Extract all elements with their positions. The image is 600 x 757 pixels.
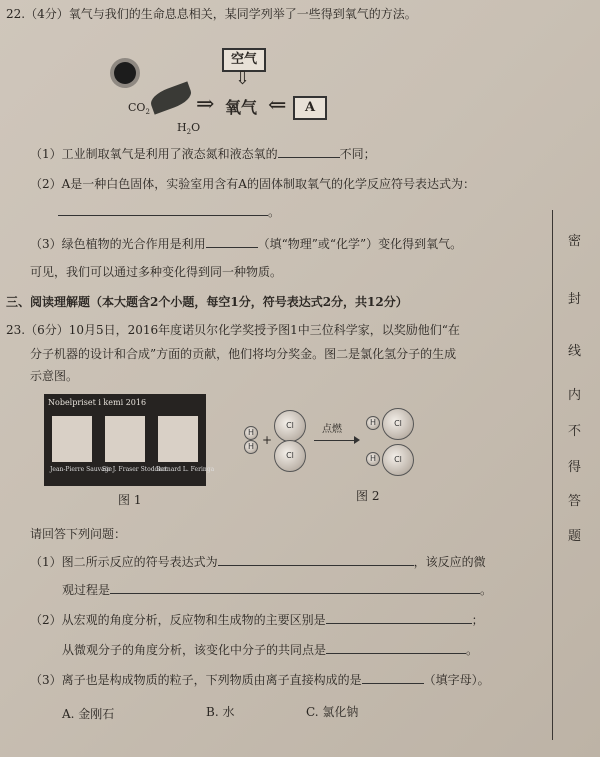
co2-label: $CO_2$ [128, 101, 150, 117]
down-arrow-icon: ⇩ [235, 68, 251, 89]
cl-atom: Cl [274, 410, 306, 442]
sun-icon [114, 62, 136, 84]
q23-part1: （1）图二所示反应的符号表达式为 ，该反应的微 [30, 555, 486, 569]
q23-line3: 示意图。 [30, 369, 79, 383]
q22-part2: （2）A是一种白色固体，实验室用含有A的固体制取氧气的化学反应符号表达式为： [30, 177, 475, 191]
q22-part3: （3）绿色植物的光合作用是利用 （填“物理”或“化学”）变化得到氧气。 [30, 237, 463, 251]
q23-part3: （3）离子也是构成物质的粒子，下列物质由离子直接构成的是 （填字母）。 [30, 673, 490, 687]
option-a: A. 金刚石 [62, 707, 115, 721]
fig2-caption: 图 2 [356, 489, 380, 503]
photo-title: Nobelpriset i kemi 2016 [48, 398, 147, 407]
q23-line1: 23.（6分）10月5日，2016年度诺贝尔化学奖授予图1中三位科学家，以奖励他们“在 [6, 323, 460, 337]
option-b: B. 水 [206, 705, 235, 719]
right-arrow-icon: ⇒ [196, 92, 215, 117]
oxygen-label: 氧气 [225, 98, 258, 117]
cl-atom: Cl [274, 440, 306, 472]
air-box: 空气 [222, 48, 266, 72]
fig1-caption: 图 1 [118, 493, 142, 507]
h-atom: H [366, 416, 380, 430]
seal-char: 答 [568, 494, 582, 509]
cl-atom: Cl [382, 444, 414, 476]
reaction-arrowhead-icon [354, 436, 360, 444]
seal-char: 不 [568, 424, 582, 439]
reaction-arrow [314, 440, 358, 441]
ignite-label: 点燃 [322, 424, 342, 435]
q22-part1: （1）工业制取氧气是利用了液态氮和液态氧的 不同； [30, 147, 376, 161]
q23-prompt: 请回答下列问题： [30, 527, 127, 541]
q23-part2: （2）从宏观的角度分析，反应物和生成物的主要区别是 ； [30, 613, 484, 627]
a-box: A [293, 96, 327, 120]
seal-char: 题 [568, 529, 582, 544]
seal-char: 内 [568, 388, 582, 403]
seal-char: 线 [568, 344, 582, 359]
q22-header: 22.（4分）氧气与我们的生命息息相关，某同学列举了一些得到氧气的方法。 [6, 7, 417, 21]
h2o-label: $H_2O$ [177, 121, 201, 137]
leaf-icon [148, 81, 194, 114]
q23-part2b: 从微观分子的角度分析，该变化中分子的共同点是 。 [62, 643, 479, 657]
cl-atom: Cl [382, 408, 414, 440]
seal-char: 密 [568, 234, 582, 249]
q22-note: 可见，我们可以通过多种变化得到同一种物质。 [30, 265, 283, 279]
scientist-3-name: Bernard L. Feringa [156, 466, 215, 473]
scientist-2-portrait [105, 416, 145, 462]
scientist-2-name: Sir J. Fraser Stoddart [102, 466, 168, 473]
option-c: C. 氯化钠 [306, 705, 359, 719]
scientist-1-name: Jean-Pierre Sauvage [50, 466, 113, 473]
q22-part2-answer: 。 [58, 204, 280, 220]
seal-char: 封 [568, 292, 582, 307]
h-atom: H [244, 440, 258, 454]
nobel-photo [44, 394, 215, 486]
q23-line2: 分子机器的设计和合成”方面的贡献，他们将均分奖金。图二是氯化氢分子的生成 [30, 347, 457, 361]
h-atom: H [366, 452, 380, 466]
section3-heading: 三、阅读理解题（本大题含2个小题，每空1分，符号表达式2分，共12分） [6, 295, 408, 309]
scientist-1-portrait [52, 416, 92, 462]
seal-line [552, 210, 553, 740]
q23-part1b: 观过程是 。 [62, 583, 493, 597]
h-atom: H [244, 426, 258, 440]
plus-sign: + [262, 433, 273, 447]
seal-char: 得 [568, 460, 582, 475]
left-arrow-icon: ⇐ [268, 93, 287, 118]
scientist-3-portrait [158, 416, 198, 462]
